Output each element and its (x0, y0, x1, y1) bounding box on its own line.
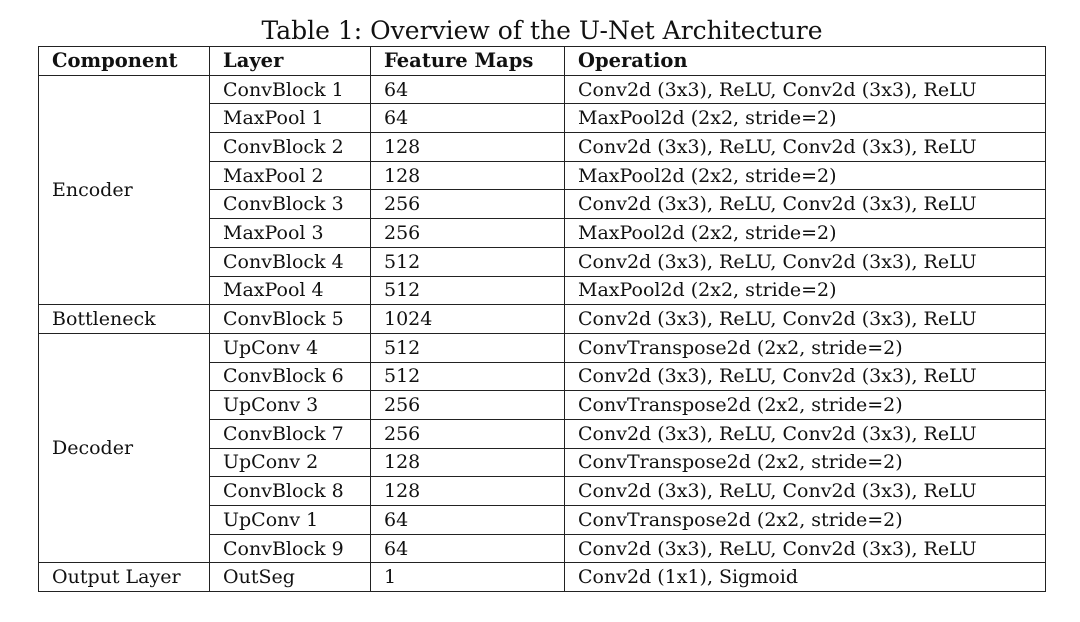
feature-maps-cell: 512 (371, 333, 565, 362)
feature-maps-cell: 256 (371, 219, 565, 248)
header-component: Component (39, 47, 210, 76)
operation-cell: Conv2d (3x3), ReLU, Conv2d (3x3), ReLU (565, 362, 1046, 391)
operation-cell: Conv2d (3x3), ReLU, Conv2d (3x3), ReLU (565, 305, 1046, 334)
header-operation: Operation (565, 47, 1046, 76)
layer-cell: ConvBlock 6 (210, 362, 371, 391)
layer-cell: ConvBlock 2 (210, 133, 371, 162)
layer-cell: UpConv 2 (210, 448, 371, 477)
layer-cell: ConvBlock 5 (210, 305, 371, 334)
layer-cell: ConvBlock 4 (210, 247, 371, 276)
operation-cell: ConvTranspose2d (2x2, stride=2) (565, 506, 1046, 535)
feature-maps-cell: 256 (371, 190, 565, 219)
table-caption: Table 1: Overview of the U-Net Architecture (261, 16, 823, 45)
layer-cell: MaxPool 4 (210, 276, 371, 305)
layer-cell: OutSeg (210, 563, 371, 592)
operation-cell: Conv2d (3x3), ReLU, Conv2d (3x3), ReLU (565, 419, 1046, 448)
table-row (39, 563, 1046, 592)
operation-cell: ConvTranspose2d (2x2, stride=2) (565, 391, 1046, 420)
feature-maps-cell: 128 (371, 133, 565, 162)
architecture-table (38, 46, 1046, 592)
layer-cell: MaxPool 1 (210, 104, 371, 133)
layer-cell: ConvBlock 7 (210, 419, 371, 448)
feature-maps-cell: 128 (371, 477, 565, 506)
feature-maps-cell: 512 (371, 247, 565, 276)
table-row (39, 333, 1046, 362)
layer-cell: UpConv 4 (210, 333, 371, 362)
layer-cell: UpConv 1 (210, 506, 371, 535)
layer-cell: ConvBlock 1 (210, 75, 371, 104)
feature-maps-cell: 1 (371, 563, 565, 592)
feature-maps-cell: 64 (371, 506, 565, 535)
feature-maps-cell: 256 (371, 391, 565, 420)
feature-maps-cell: 64 (371, 104, 565, 133)
feature-maps-cell: 1024 (371, 305, 565, 334)
table-row (39, 75, 1046, 104)
feature-maps-cell: 256 (371, 419, 565, 448)
operation-cell: MaxPool2d (2x2, stride=2) (565, 161, 1046, 190)
table-header-row (39, 47, 1046, 76)
component-cell: Output Layer (39, 563, 210, 592)
operation-cell: Conv2d (3x3), ReLU, Conv2d (3x3), ReLU (565, 133, 1046, 162)
layer-cell: MaxPool 3 (210, 219, 371, 248)
operation-cell: Conv2d (3x3), ReLU, Conv2d (3x3), ReLU (565, 190, 1046, 219)
component-cell: Encoder (39, 75, 210, 305)
operation-cell: Conv2d (3x3), ReLU, Conv2d (3x3), ReLU (565, 477, 1046, 506)
operation-cell: Conv2d (3x3), ReLU, Conv2d (3x3), ReLU (565, 75, 1046, 104)
operation-cell: Conv2d (3x3), ReLU, Conv2d (3x3), ReLU (565, 534, 1046, 563)
layer-cell: ConvBlock 3 (210, 190, 371, 219)
feature-maps-cell: 64 (371, 75, 565, 104)
header-feature-maps: Feature Maps (371, 47, 565, 76)
feature-maps-cell: 128 (371, 448, 565, 477)
operation-cell: Conv2d (3x3), ReLU, Conv2d (3x3), ReLU (565, 247, 1046, 276)
component-cell: Bottleneck (39, 305, 210, 334)
operation-cell: MaxPool2d (2x2, stride=2) (565, 276, 1046, 305)
table-row (39, 305, 1046, 334)
feature-maps-cell: 128 (371, 161, 565, 190)
table-body (39, 75, 1046, 591)
operation-cell: Conv2d (1x1), Sigmoid (565, 563, 1046, 592)
feature-maps-cell: 512 (371, 276, 565, 305)
layer-cell: ConvBlock 8 (210, 477, 371, 506)
layer-cell: MaxPool 2 (210, 161, 371, 190)
operation-cell: ConvTranspose2d (2x2, stride=2) (565, 333, 1046, 362)
operation-cell: MaxPool2d (2x2, stride=2) (565, 104, 1046, 133)
header-layer: Layer (210, 47, 371, 76)
feature-maps-cell: 512 (371, 362, 565, 391)
operation-cell: ConvTranspose2d (2x2, stride=2) (565, 448, 1046, 477)
layer-cell: UpConv 3 (210, 391, 371, 420)
component-cell: Decoder (39, 333, 210, 563)
layer-cell: ConvBlock 9 (210, 534, 371, 563)
operation-cell: MaxPool2d (2x2, stride=2) (565, 219, 1046, 248)
feature-maps-cell: 64 (371, 534, 565, 563)
